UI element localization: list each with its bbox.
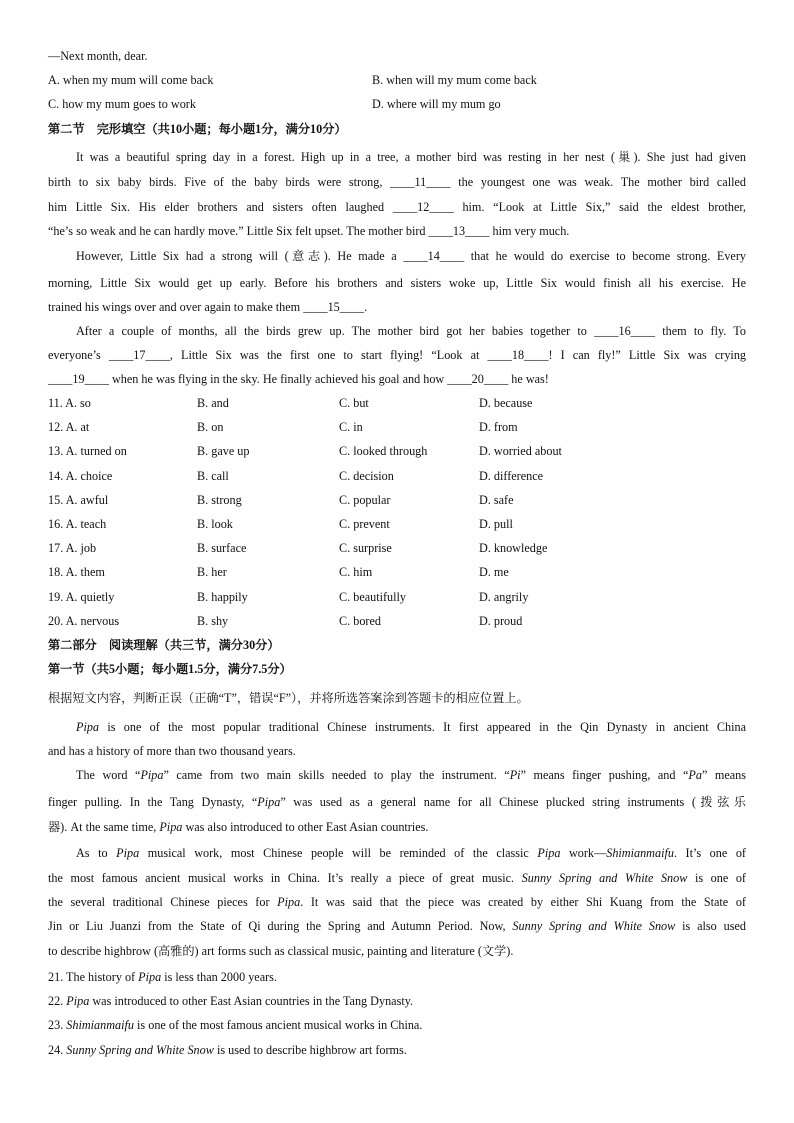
blank-12: ____12____: [392, 200, 454, 214]
reading-line1: Pipa is one of the most popular traditional Chinese instruments. It first appeared in the Qin Dynasty in ancient China: [76, 720, 746, 734]
cloze-p2-line2: morning, Little Six would get up early. Before his brothers and sisters woke up, Little Six would finish all his exercise. He: [48, 276, 746, 290]
option-18-d: D. me: [479, 565, 509, 579]
option-row-20: [48, 613, 746, 629]
option-12-d: D. from: [479, 420, 518, 434]
cloze-p3-line3: ____19____ when he was flying in the sky. He finally achieved his goal and how ____20____ he was!: [48, 372, 549, 386]
reading-line3: The word “Pipa” came from two main skills needed to play the instrument. “Pi” means finger pushing, and “Pa” means: [76, 768, 747, 782]
part2-instruction: 根据短文内容，判断正误（正确“T”，错误“F”），并将所选答案涂到答题卡的相应位置上。: [48, 691, 529, 705]
option-20-d: D. proud: [479, 614, 523, 628]
blank-14: ____14____: [403, 249, 465, 263]
q10-answer: —Next month, dear.: [48, 49, 148, 63]
reading-line7: the most famous ancient musical works in China. It’s really a piece of great music. Sunny Spring and White Snow is one of: [48, 871, 746, 885]
reading-line10: to describe highbrow (高雅的) art forms such as classical music, painting and literature (文学).: [48, 944, 514, 958]
option-18-a: 18. A. them: [48, 565, 105, 579]
option-13-a: 13. A. turned on: [48, 444, 127, 458]
statement-23: 23. Shimianmaifu is one of the most famous ancient musical works in China.: [48, 1018, 423, 1032]
reading-line5: 器). At the same time, Pipa was also introduced to other East Asian countries.: [48, 820, 429, 834]
reading-line2: and has a history of more than two thousand years.: [48, 744, 296, 758]
option-15-d: D. safe: [479, 493, 514, 507]
option-20-b: B. shy: [197, 614, 229, 628]
blank-16: ____16____: [594, 324, 656, 338]
option-row-14: [48, 468, 746, 484]
blank-19: ____19____: [48, 372, 109, 386]
option-14-b: B. call: [197, 469, 229, 483]
q10-option-d: D. where will my mum go: [372, 97, 501, 111]
option-15-c: C. popular: [339, 493, 391, 507]
blank-15: ____15____: [303, 300, 365, 314]
cloze-p1-line3: him Little Six. His elder brothers and sisters often laughed ____12____ him. “Look at Little Six,” said the eldest brother,: [48, 200, 746, 214]
option-15-a: 15. A. awful: [48, 493, 109, 507]
option-row-19: [48, 589, 746, 605]
blank-17: ____17____: [108, 348, 170, 362]
option-12-a: 12. A. at: [48, 420, 90, 434]
cloze-p3-line1: After a couple of months, all the birds grew up. The mother bird got her babies together to ____16____ them to fly. To: [76, 324, 746, 338]
option-17-a: 17. A. job: [48, 541, 97, 555]
option-16-b: B. look: [197, 517, 233, 531]
option-13-d: D. worried about: [479, 444, 562, 458]
cloze-p3-line2: everyone’s ____17____, Little Six was the first one to start flying! “Look at ____18____! I can fly!” Little Six was crying: [48, 348, 747, 362]
q10-option-b: B. when will my mum come back: [372, 73, 537, 87]
option-19-c: C. beautifully: [339, 590, 407, 604]
q10-options-row1: [48, 72, 746, 88]
reading-line4: finger pulling. In the Tang Dynasty, “Pipa” was used as a general name for all Chinese plucked string instruments (拨弦乐: [48, 795, 746, 809]
option-19-b: B. happily: [197, 590, 248, 604]
blank-20: ____20____: [447, 372, 509, 386]
option-18-b: B. her: [197, 565, 227, 579]
option-19-a: 19. A. quietly: [48, 590, 115, 604]
option-13-b: B. gave up: [197, 444, 250, 458]
option-20-c: C. bored: [339, 614, 381, 628]
option-row-12: [48, 419, 746, 435]
blank-11: ____11____: [390, 175, 451, 189]
reading-line8: the several traditional Chinese pieces for Pipa. It was said that the piece was created by either Shi Kuang from the State of: [48, 895, 746, 909]
cloze-p1-line4: “he’s so weak and he can hardly move.” Little Six felt upset. The mother bird ____13____ him very much.: [48, 224, 570, 238]
option-17-c: C. surprise: [339, 541, 392, 555]
option-19-d: D. angrily: [479, 590, 529, 604]
reading-line9: Jin or Liu Juanzi from the State of Qi during the Spring and Autumn Period. Now, Sunny Spring and White Snow is also used: [48, 919, 746, 933]
option-row-11: [48, 395, 746, 411]
q10-option-a: A. when my mum will come back: [48, 73, 214, 87]
option-15-b: B. strong: [197, 493, 242, 507]
cloze-p2-line3: trained his wings over and over again to make them ____15____.: [48, 300, 368, 314]
option-12-c: C. in: [339, 420, 363, 434]
option-11-a: 11. A. so: [48, 396, 91, 410]
statement-22: 22. Pipa was introduced to other East Asian countries in the Tang Dynasty.: [48, 994, 414, 1008]
option-16-d: D. pull: [479, 517, 513, 531]
cloze-p2-line1: However, Little Six had a strong will (意志). He made a ____14____ that he would do exercise to become strong. Every: [76, 249, 746, 263]
option-13-c: C. looked through: [339, 444, 428, 458]
q10-option-c: C. how my mum goes to work: [48, 97, 196, 111]
cloze-p1-line1: It was a beautiful spring day in a forest. High up in a tree, a mother bird was resting in her nest (巢). She just had given: [76, 150, 746, 164]
option-14-c: C. decision: [339, 469, 394, 483]
statement-24: 24. Sunny Spring and White Snow is used to describe highbrow art forms.: [48, 1043, 407, 1057]
option-12-b: B. on: [197, 420, 224, 434]
option-11-d: D. because: [479, 396, 533, 410]
option-row-13: [48, 443, 746, 459]
option-17-b: B. surface: [197, 541, 247, 555]
option-14-a: 14. A. choice: [48, 469, 113, 483]
cloze-p1-line2: birth to six baby birds. Five of the baby birds were strong, ____11____ the youngest one was weak. The mother bird called: [48, 175, 746, 189]
option-row-18: [48, 564, 746, 580]
option-row-17: [48, 540, 746, 556]
statement-21: 21. The history of Pipa is less than 2000 years.: [48, 970, 277, 984]
q10-options-row2: [48, 96, 746, 112]
option-20-a: 20. A. nervous: [48, 614, 120, 628]
part2-title: 第二部分 阅读理解（共三节，满分30分）: [48, 638, 280, 652]
option-row-16: [48, 516, 746, 532]
option-row-15: [48, 492, 746, 508]
option-18-c: C. him: [339, 565, 373, 579]
section2-title: 第二节 完形填空（共10小题；每小题1分，满分10分）: [48, 122, 347, 136]
option-11-b: B. and: [197, 396, 229, 410]
part2-section1-title: 第一节（共5小题；每小题1.5分，满分7.5分）: [48, 662, 292, 676]
blank-18: ____18____: [487, 348, 549, 362]
option-14-d: D. difference: [479, 469, 544, 483]
option-16-a: 16. A. teach: [48, 517, 107, 531]
blank-13: ____13____: [428, 224, 490, 238]
option-16-c: C. prevent: [339, 517, 390, 531]
option-17-d: D. knowledge: [479, 541, 548, 555]
reading-line6: As to Pipa musical work, most Chinese people will be reminded of the classic Pipa work—Shimianmaifu. It’s one of: [76, 846, 746, 860]
option-11-c: C. but: [339, 396, 369, 410]
